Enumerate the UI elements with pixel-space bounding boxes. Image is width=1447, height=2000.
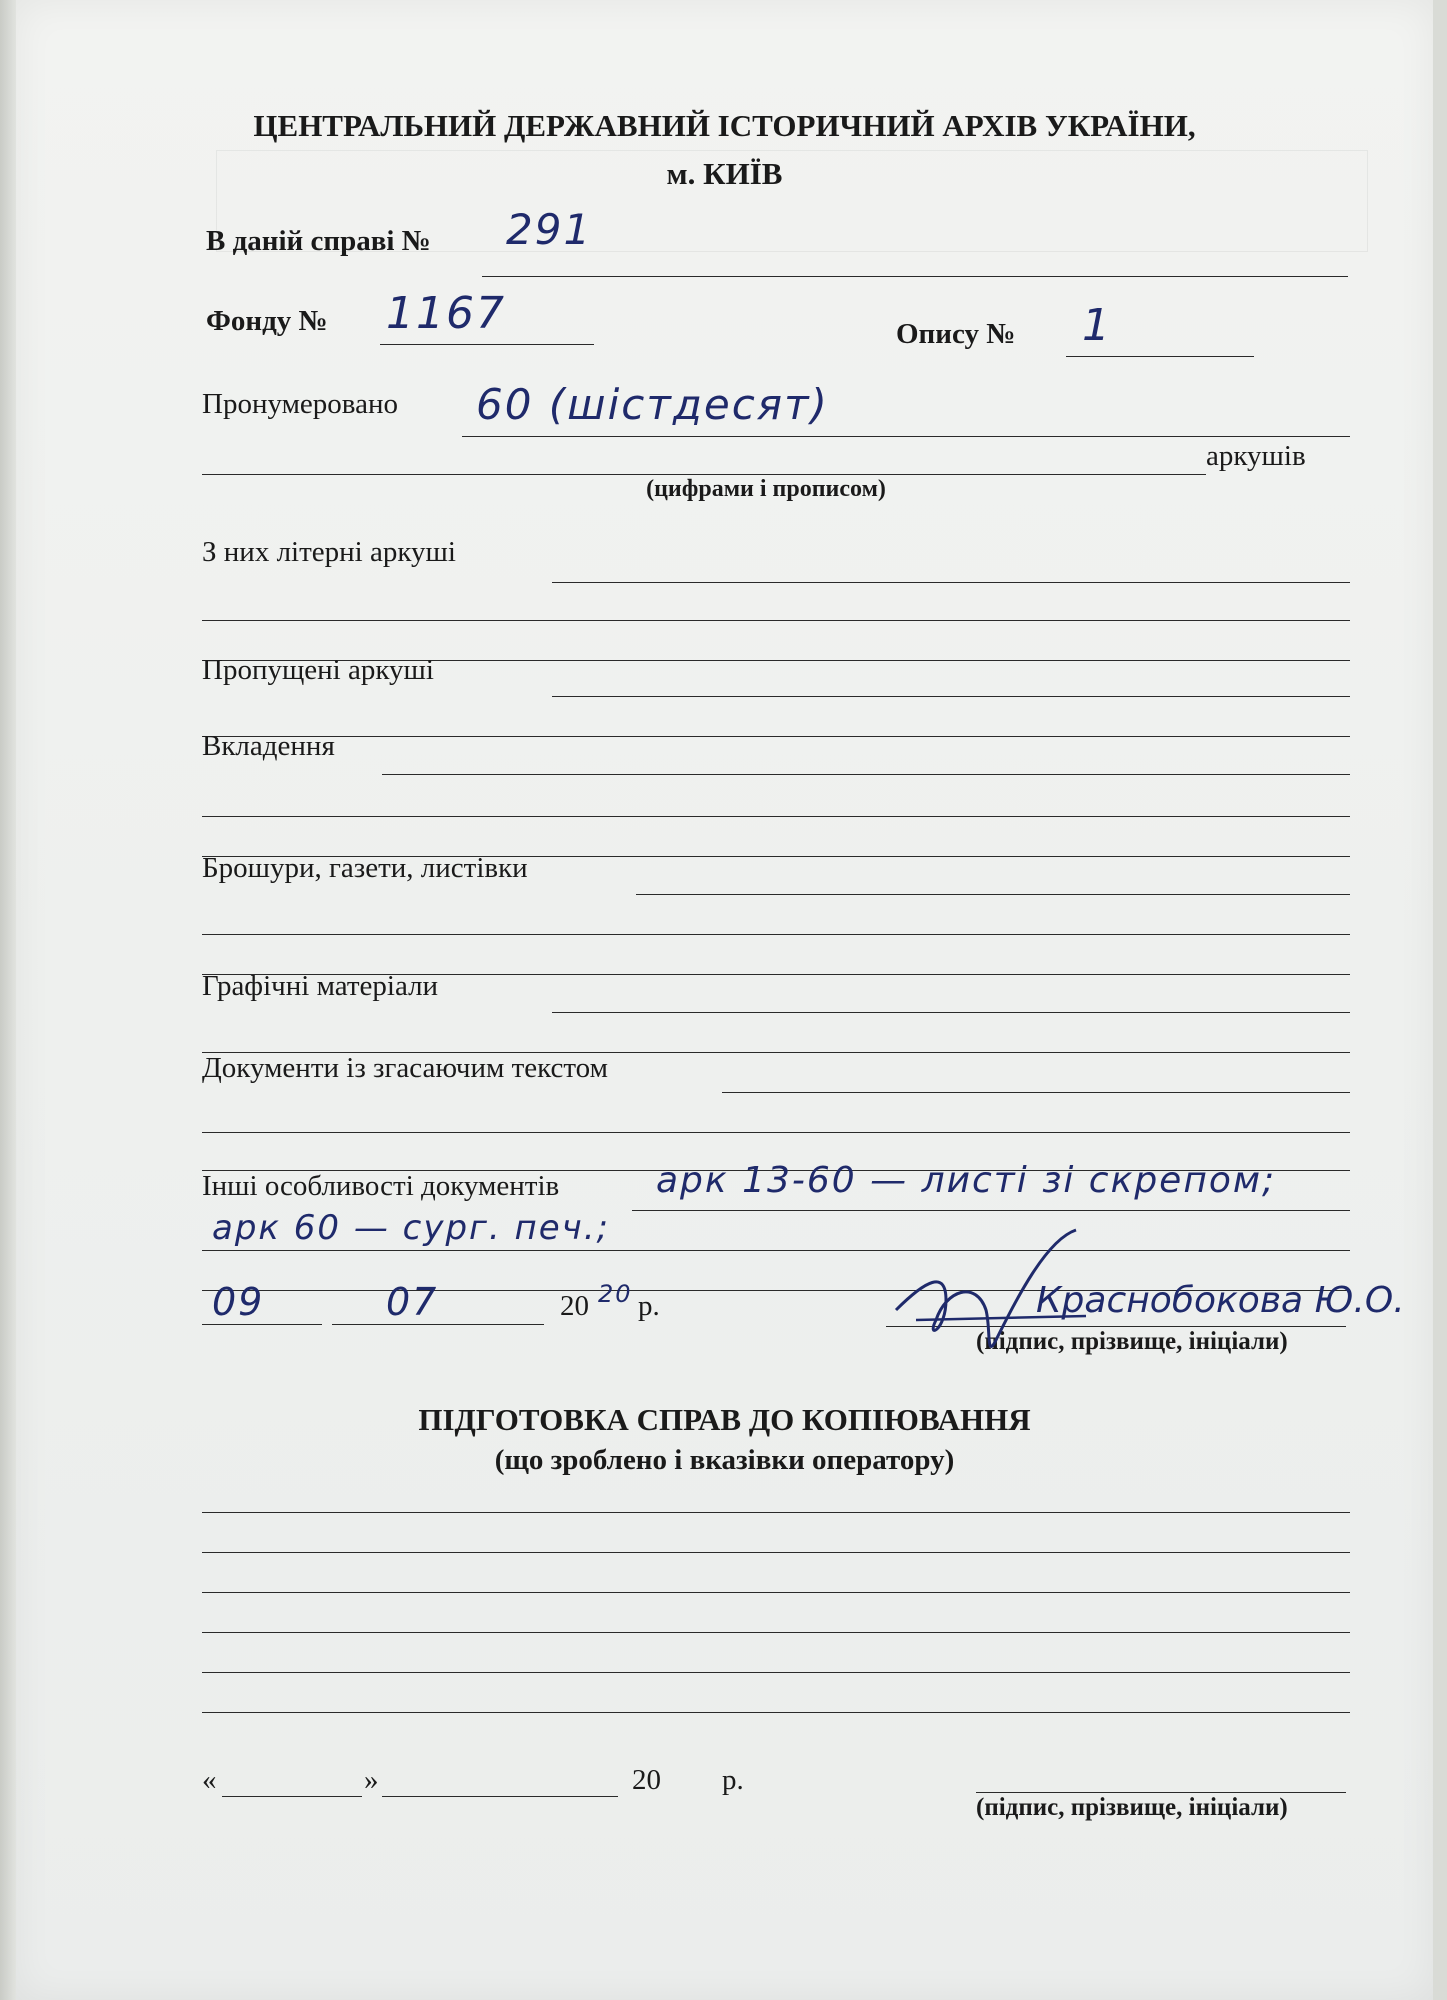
date-month: 07 [386,1280,439,1324]
graphics-label: Графічні матеріали [202,970,439,1002]
date-year-prefix: 20 [560,1290,589,1322]
other-value-2: арк 60 — сург. печ.; [212,1208,611,1248]
opys-line [1066,356,1254,357]
signature-hint: (підпис, прізвище, ініціали) [976,1328,1288,1355]
blank-line [202,620,1350,621]
fading-line [722,1092,1350,1093]
numbered-line [462,436,1350,437]
section-title: ПІДГОТОВКА СПРАВ ДО КОПІЮВАННЯ [418,1402,1031,1437]
letter-sheets-line [552,582,1350,583]
date-year-suffix: 20 [598,1280,633,1308]
fading-label: Документи із згасаючим текстом [202,1052,608,1084]
other-label: Інші особливості документів [202,1170,560,1202]
signature-mark [886,1220,1096,1370]
blank-line [202,934,1350,935]
signature2-hint: (підпис, прізвище, ініціали) [976,1794,1288,1821]
date-day-line [202,1324,322,1325]
blank-line [202,1712,1350,1713]
fond-label: Фонду № [206,305,328,337]
fond-line [380,344,594,345]
date2-open-quote: « [202,1764,217,1796]
date-month-line [332,1324,544,1325]
other-line [632,1210,1350,1211]
blank-line [202,1632,1350,1633]
blank-line [202,1592,1350,1593]
archive-city: м. КИЇВ [666,156,783,191]
opys-label: Опису № [896,318,1016,350]
sheets-word: аркушів [1206,440,1306,472]
missing-sheets-label: Пропущені аркуші [202,654,434,686]
case-label: В даній справі № [206,225,431,257]
blank-line [202,816,1350,817]
letter-sheets-label: З них літерні аркуші [202,536,456,568]
date2-close-quote: » [364,1764,379,1796]
enclosures-line [382,774,1350,775]
case-line [482,276,1348,277]
numbered-value: 60 (шістдесят) [476,380,829,429]
signer-name: Краснобокова Ю.О. [1036,1280,1405,1321]
graphics-line [552,1012,1350,1013]
date-day: 09 [212,1280,265,1324]
fond-value: 1167 [386,288,506,339]
other-value-1: арк 13-60 — листі зі скрепом; [656,1160,1277,1201]
page-edge [0,0,16,2000]
brochures-line [636,894,1350,895]
signature2-line [976,1792,1346,1793]
blank-line [202,1672,1350,1673]
enclosures-label: Вкладення [202,730,335,762]
date2-year-word: р. [722,1764,744,1796]
archive-title: ЦЕНТРАЛЬНИЙ ДЕРЖАВНИЙ ІСТОРИЧНИЙ АРХІВ УКРАЇНИ, [253,108,1196,143]
date2-month-line [382,1796,618,1797]
blank-line [202,1512,1350,1513]
date2-year-prefix: 20 [632,1764,661,1796]
missing-sheets-line [552,696,1350,697]
opys-value: 1 [1082,300,1112,351]
blank-line [202,1132,1350,1133]
brochures-label: Брошури, газети, листівки [202,852,528,884]
blank-line [202,1552,1350,1553]
form-sheet [16,0,1433,2000]
date-year-word: р. [638,1290,660,1322]
date2-day-line [222,1796,362,1797]
numbered-hint: (цифрами і прописом) [646,476,886,502]
blank-line [202,736,1350,737]
numbered-label: Пронумеровано [202,388,399,420]
numbered-line-2 [202,474,1206,475]
section-subtitle: (що зроблено і вказівки оператору) [494,1444,955,1476]
other-line-2 [202,1250,1350,1251]
case-value: 291 [506,205,593,254]
